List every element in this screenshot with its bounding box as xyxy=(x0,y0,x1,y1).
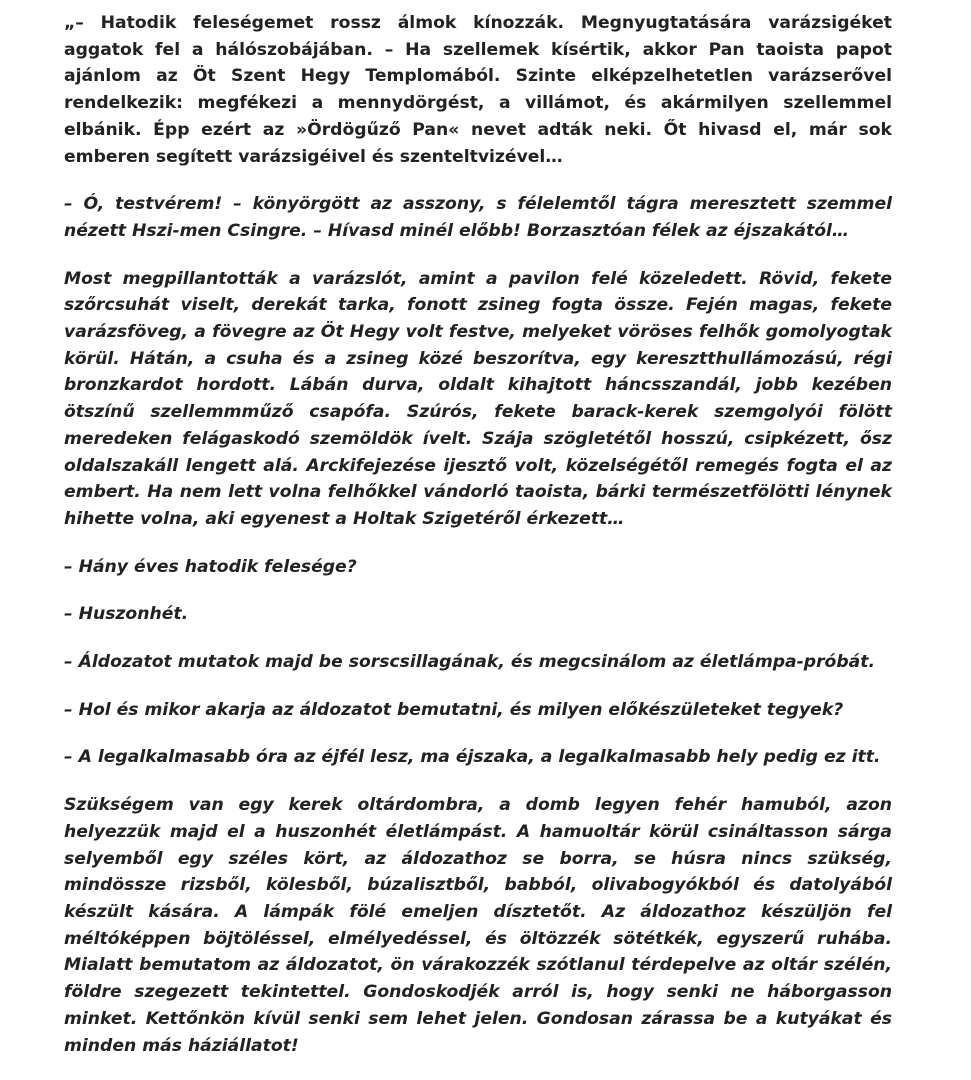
paragraph-4: – Hány éves hatodik felesége? xyxy=(64,556,357,577)
paragraph-3: Most megpillantották a varázslót, amint a pavilon felé közeledett. Rövid, fekete szőrcsuhát viselt, derekát tarka, fonott zsineg fogta össze. Fején magas, fekete varázsföveg, a fövegre az Öt Hegy volt festve, melyeket vöröses felhők gomolyogtak körül. Hátán, a csuha és a zsineg közé beszorítva, egy keresztthullámozású, régi bronzkardot hordott. Lábán durva, oldalt kihajtott háncsszandál, jobb kezében ötszínű szellemmműző csapófa. Szúrós, fekete barack-kerek szemgolyói fölött meredeken felágaskodó szemöldök ívelt. Szája szögletétől hosszú, csipkézett, ősz oldalszakáll lengett alá. Arckifejezése ijesztő volt, közelségétől remegés fogta el az embert. Ha nem lett volna felhőkkel vándorló taoista, bárki természetfölötti lénynek hihette volna, aki egyenest a Holtak Szigetéről érkezett… xyxy=(64,268,892,529)
paragraph-5: – Huszonhét. xyxy=(64,604,189,625)
paragraph-6: – Áldozatot mutatok majd be sorscsillagának, és megcsinálom az életlámpa-próbát. xyxy=(64,652,876,673)
scrollbar[interactable] xyxy=(959,0,971,972)
paragraph-7: – Hol és mikor akarja az áldozatot bemutatni, és milyen előkészületeket tegyek? xyxy=(64,699,844,720)
article-body xyxy=(64,10,892,1080)
paragraph-8: – A legalkalmasabb óra az éjfél lesz, ma éjszaka, a legalkalmasabb hely pedig ez itt. xyxy=(64,747,881,768)
paragraph-1: „– Hatodik feleségemet rossz álmok kínozzák. Megnyugtatására varázsigéket aggatok fel a hálószobájában. – Ha szellemek kísértik, akkor Pan taoista papot ajánlom az Öt Szent Hegy Templomából. Szinte elképzelhetetlen varázserővel rendelkezik: megfékezi a mennydörgést, a villámot, és akármilyen szellemmel elbánik. Épp ezért az »Ördögűző Pan« nevet adták neki. Őt hivasd el, már sok emberen segített varázsigéivel és szenteltvizével… xyxy=(64,13,892,167)
paragraph-2: – Ó, testvérem! – könyörgött az asszony, s félelemtől tágra meresztett szemmel nézett Hszi-men Csingre. – Hívasd minél előbb! Borzasztóan félek az éjszakától… xyxy=(64,194,892,241)
paragraph-9: Szükségem van egy kerek oltárdombra, a domb legyen fehér hamuból, azon helyezzük majd el a huszonhét életlámpást. A hamuoltár körül csináltasson sárga selyemből egy széles kört, az áldozathoz se borra, se húsra nincs szükség, mindössze rizsből, kölesből, búzalisztből, babból, olivabogyókból és datolyából készült kására. A lámpák fölé emeljen dísztetőt. Az áldozathoz készüljön fel méltóképpen böjtöléssel, elmélyedéssel, és öltözzék sötétkék, egyszerű ruhába. Mialatt bemutatom az áldozatot, ön várakozzék szótlanul térdepelve az oltár szélén, földre szegezett tekintettel. Gondoskodjék arról is, hogy senki ne háborgasson minket. Kettőnkön kívül senki sem lehet jelen. Gondosan zárassa be a kutyákat és minden más háziállatot! xyxy=(64,795,892,1056)
